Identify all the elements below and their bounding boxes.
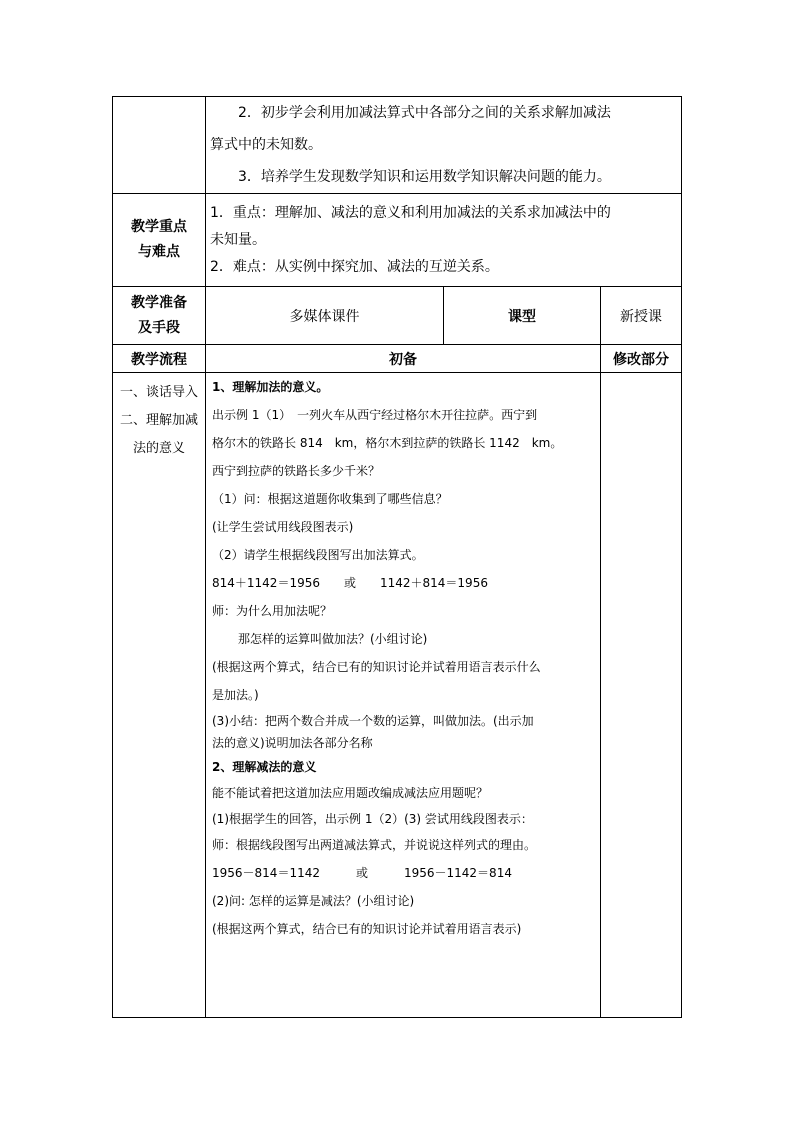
flow-header-initial: 初备 — [206, 345, 601, 373]
goals-cell — [206, 97, 682, 194]
key-points-row — [113, 194, 682, 287]
preparation-label-line2: 及手段 — [138, 319, 180, 336]
flow-content-row — [113, 373, 682, 1018]
note-1-line1: (根据这两个算式，结合已有的知识讨论并试着用语言表示什么 — [212, 660, 541, 674]
note-2: (根据这两个算式，结合已有的知识讨论并试着用语言表示) — [212, 922, 522, 936]
question-3a: (1)根据学生的回答，出示例 1（2）(3) 尝试用线段图表示： — [212, 812, 533, 826]
goal-item-2-line1: 2．初步学会利用加减法算式中各部分之间的关系求解加减法 — [238, 105, 611, 121]
goal-item-3: 3．培养学生发现数学知识和运用数学知识解决问题的能力。 — [238, 169, 611, 185]
goal-item-2-line2: 算式中的未知数。 — [210, 137, 322, 153]
summary-line1: (3)小结：把两个数合并成一个数的运算，叫做加法。(出示加 — [212, 714, 534, 728]
flow-steps-cell — [113, 373, 206, 1018]
teacher-question-2: 师：根据线段图写出两道减法算式，并说说这样列式的理由。 — [212, 838, 537, 852]
subtraction-equations: 1956－814＝1142 或 1956－1142＝814 — [212, 866, 512, 880]
preparation-label — [113, 287, 206, 345]
flow-header-revision: 修改部分 — [601, 345, 682, 373]
question-1-note: (让学生尝试用线段图表示) — [212, 520, 354, 534]
goals-label-cell — [113, 97, 206, 194]
key-points-label-line2: 与难点 — [138, 244, 180, 260]
key-points-label — [113, 194, 206, 287]
example-line1: 出示例 1（1） 一列火车从西宁经过格尔木开往拉萨。西宁到 — [212, 408, 538, 422]
question-1: （1）问：根据这道题你收集到了哪些信息？ — [212, 492, 448, 506]
question-4: (2)问: 怎样的运算是减法？(小组讨论) — [212, 894, 415, 908]
question-3: 能不能试着把这道加法应用题改编成减法应用题呢？ — [212, 786, 489, 800]
section-heading-addition: 1、理解加法的意义。 — [212, 380, 329, 394]
goals-row — [113, 97, 682, 194]
flow-step-2-line1: 二、理解加减 — [119, 413, 198, 428]
question-2: （2）请学生根据线段图写出加法算式。 — [212, 548, 424, 562]
flow-step-1: 一、谈话导入 — [119, 385, 198, 400]
example-line3: 西宁到拉萨的铁路长多少千米？ — [212, 464, 381, 478]
key-point-line1: 1．重点：理解加、减法的意义和利用加减法的关系求加减法中的 — [210, 204, 611, 221]
group-discussion-1: 那怎样的运算叫做加法？(小组讨论) — [238, 632, 428, 646]
lesson-type-value: 新授课 — [601, 287, 682, 345]
summary-line2: 法的意义)说明加法各部分名称 — [212, 736, 373, 750]
key-points-cell — [206, 194, 682, 287]
flow-header-process: 教学流程 — [113, 345, 206, 373]
preparation-label-line1: 教学准备 — [131, 294, 187, 311]
initial-prep-cell — [206, 373, 601, 1018]
preparation-row — [113, 287, 682, 345]
key-point-line3: 2．难点：从实例中探究加、减法的互逆关系。 — [210, 258, 499, 275]
lesson-plan-table — [112, 96, 682, 1018]
key-point-line2: 未知量。 — [210, 231, 266, 248]
teacher-question-1: 师：为什么用加法呢？ — [212, 604, 333, 618]
lesson-type-label: 课型 — [444, 287, 601, 345]
key-points-label-line1: 教学重点 — [131, 219, 187, 235]
note-1-line2: 是加法。) — [212, 688, 259, 702]
addition-equations: 814＋1142＝1956 或 1142＋814＝1956 — [212, 576, 488, 590]
revision-cell — [601, 373, 682, 1018]
preparation-means: 多媒体课件 — [206, 287, 444, 345]
section-heading-subtraction: 2、理解减法的意义 — [212, 760, 317, 774]
flow-step-2-line2: 法的意义 — [132, 441, 185, 456]
flow-header-row — [113, 345, 682, 373]
example-line2: 格尔木的铁路长 814 km，格尔木到拉萨的铁路长 1142 km。 — [212, 436, 563, 450]
